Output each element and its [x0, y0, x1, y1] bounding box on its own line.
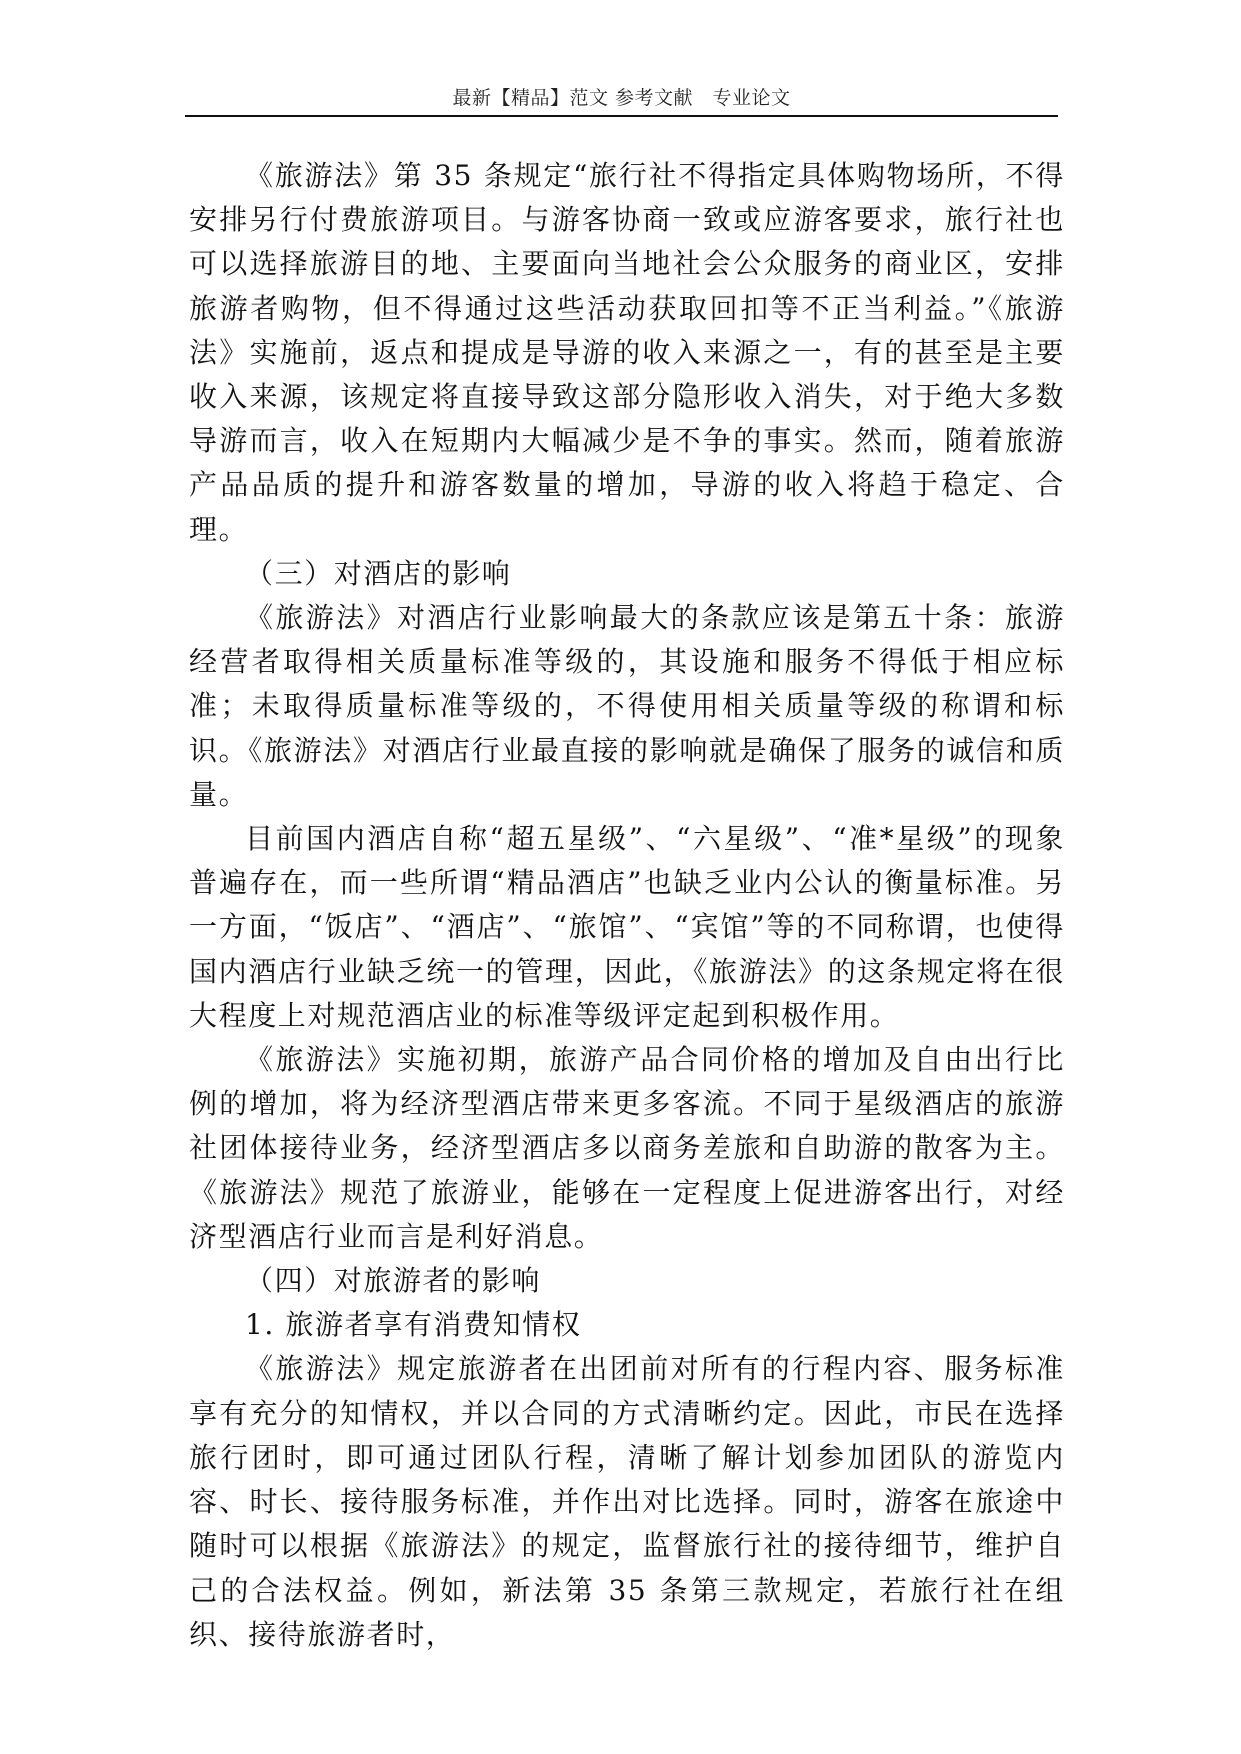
subsection-heading-right-to-know: 1. 旅游者享有消费知情权	[245, 1308, 582, 1342]
section-heading-hotel: （三）对酒店的影响	[245, 556, 512, 590]
paragraph-hotel-article: 《旅游法》对酒店行业影响最大的条款应该是第五十条：旅游经营者取得相关质量标准等级的，其设施和服务不得低于相应标准；未取得质量标准等级的，不得使用相关质量等级的称谓和标识。《旅游法》对酒店行业最直接的影响就是确保了服务的诚信和质量。	[189, 601, 1065, 811]
document-body	[189, 154, 1065, 1657]
paragraph-shopping-rule: 《旅游法》第 35 条规定“旅行社不得指定具体购物场所，不得安排另行付费旅游项目。与游客协商一致或应游客要求，旅行社也可以选择旅游目的地、主要面向当地社会公众服务的商业区，安排旅游者购物，但不得通过这些活动获取回扣等不正当利益。”《旅游法》实施前，返点和提成是导游的收入来源之一，有的甚至是主要收入来源，该规定将直接导致这部分隐形收入消失，对于绝大多数导游而言，收入在短期内大幅减少是不争的事实。然而，随着旅游产品品质的提升和游客数量的增加，导游的收入将趋于稳定、合理。	[189, 159, 1065, 546]
section-heading-tourist: （四）对旅游者的影响	[245, 1264, 542, 1298]
paragraph-economy-hotel: 《旅游法》实施初期，旅游产品合同价格的增加及自由出行比例的增加，将为经济型酒店带来更多客流。不同于星级酒店的旅游社团体接待业务，经济型酒店多以商务差旅和自助游的散客为主。《旅游法》规范了旅游业，能够在一定程度上促进游客出行，对经济型酒店行业而言是利好消息。	[189, 1043, 1065, 1253]
paragraph-right-to-know: 《旅游法》规定旅游者在出团前对所有的行程内容、服务标准享有充分的知情权，并以合同的方式清晰约定。因此，市民在选择旅行团时，即可通过团队行程，清晰了解计划参加团队的游览内容、时长、接待服务标准，并作出对比选择。同时，游客在旅途中随时可以根据《旅游法》的规定，监督旅行社的接待细节，维护自己的合法权益。例如，新法第 35 条第三款规定，若旅行社在组织、接待旅游者时，	[189, 1352, 1065, 1651]
page-header: 最新【精品】范文 参考文献 专业论文	[452, 87, 791, 109]
paragraph-hotel-star-claims: 目前国内酒店自称“超五星级”、“六星级”、“准*星级”的现象普遍存在，而一些所谓“精品酒店”也缺乏业内公认的衡量标准。另一方面，“饭店”、“酒店”、“旅馆”、“宾馆”等的不同称谓，也使得国内酒店行业缺乏统一的管理，因此，《旅游法》的这条规定将在很大程度上对规范酒店业的标准等级评定起到积极作用。	[189, 822, 1065, 1032]
header-divider	[185, 115, 1058, 117]
